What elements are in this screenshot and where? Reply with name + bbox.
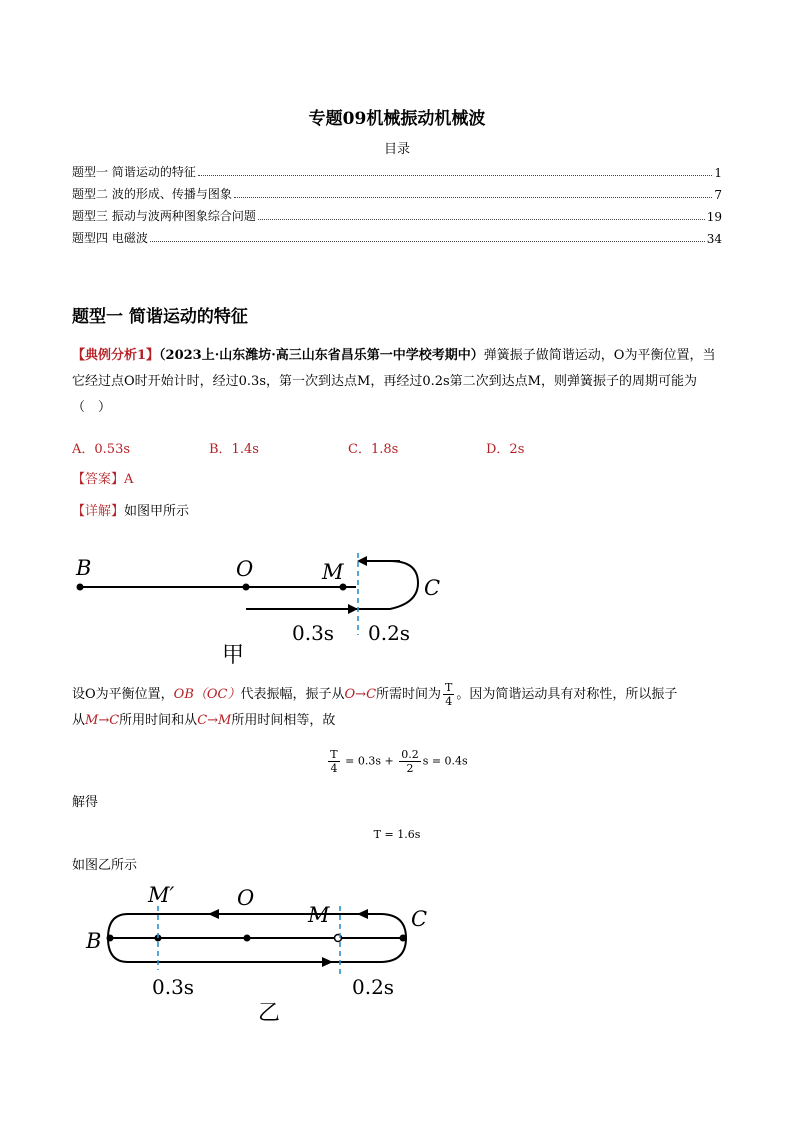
option-c[interactable]: C．1.8s [348,442,399,457]
figure2-intro: 如图乙所示 [72,858,138,873]
fraction: $\frac{T}{4}$ [330,748,338,775]
equation-2: T = 1.6s [373,828,421,841]
toc-item[interactable] [72,180,722,202]
toc-item-text: 简谐运动的特征 [111,165,196,179]
label-b: B [76,556,92,580]
toc-item-number: 题型一 [72,165,109,179]
time-label-2: 0.2s [352,975,395,999]
figure-caption: 甲 [222,643,245,668]
answer-label: 【答案】 [72,472,125,487]
arrow-left-icon [357,909,368,919]
point-o [243,584,250,591]
explain-text: 所需时间为 [376,687,442,702]
arrow-right-icon [322,957,333,967]
explain-text: 所用时间和从 [119,713,198,728]
detail-text: 如图甲所示 [124,504,190,519]
arrow-right-icon [348,604,358,614]
time-label-1: 0.3s [292,621,335,645]
explanation [72,681,727,734]
example-text: 弹簧振子做简谐运动，O为平衡位置，当它经过点O时开始计时，经过0.3s，第一次到达点M，再经过0.2s第二次到达点M，则弹簧振子的周期可能为（ ） [72,348,716,415]
answer-value: A [124,472,134,487]
toc-item-text: 波的形成、传播与图象 [111,187,232,201]
point-o [244,935,251,942]
label-m: M [322,560,344,584]
fig1-loop [356,561,418,609]
label-o: O [237,886,255,910]
page-title: 专题09机械振动机械波 [308,109,486,129]
point-c [400,935,407,942]
toc-item[interactable] [72,158,722,180]
explain-formula: O→C [344,687,377,702]
toc-heading: 目录 [383,142,410,157]
time-label-1: 0.3s [152,975,195,999]
arrow-left-icon [208,909,219,919]
option-a[interactable]: A．0.53s [72,442,131,457]
figure-jia [60,545,480,670]
label-c: C [424,576,441,600]
toc-item[interactable] [72,224,722,246]
toc-item-page: 1 [714,166,722,180]
solve-label: 解得 [72,795,99,810]
explain-text: 。因为简谐运动具有对称性，所以振子 [456,687,678,702]
toc-leader [234,197,713,198]
toc-item-page: 34 [706,232,722,246]
detail-label: 【详解】 [72,504,125,519]
label-m-prime: M′ [148,883,175,907]
label-b: B [86,929,102,953]
time-label-2: 0.2s [368,621,411,645]
example-tag: 【典例分析1】 [72,348,160,363]
detail-line [72,499,727,525]
explain-text: 所用时间相等，故 [231,713,336,728]
point-b [77,584,84,591]
explain-text: 从 [72,713,86,728]
toc-item-number: 题型四 [72,231,109,245]
figure-yi [80,880,440,1025]
explain-formula: M→C [85,713,120,728]
explain-formula: OB（OC） [173,687,241,702]
toc-leader [258,219,705,220]
toc-item-page: 19 [706,210,722,224]
equation-1: $\frac{T}{4}$ = 0.3s + $\frac{0.2}{2}$ s = 0.4s [330,748,468,775]
table-of-contents [72,158,722,246]
example-question [72,343,727,421]
explain-text: 代表振幅，振子从 [240,687,345,702]
toc-item-text: 电磁波 [111,231,148,245]
point-b [107,935,114,942]
example-source: （2023上·山东潍坊·高三山东省昌乐第一中学校考期中） [159,348,484,363]
section-heading: 题型一 简谐运动的特征 [72,307,248,327]
toc-item-page: 7 [714,188,722,202]
answer-line [72,467,727,493]
label-c: C [411,907,428,931]
fraction: $\frac{T}{4}$ [445,681,453,708]
explain-formula: C→M [197,713,232,728]
label-o: O [236,557,254,581]
toc-leader [198,175,713,176]
explain-text: 设O为平衡位置， [72,687,174,702]
toc-item-text: 振动与波两种图象综合问题 [111,209,256,223]
toc-item-number: 题型三 [72,209,109,223]
label-m: M [308,903,330,927]
option-b[interactable]: B．1.4s [209,442,259,457]
toc-leader [150,241,705,242]
option-d[interactable]: D．2s [486,442,525,457]
toc-item-number: 题型二 [72,187,109,201]
toc-item[interactable] [72,202,722,224]
point-m [340,584,347,591]
figure-caption: 乙 [258,1001,281,1025]
fraction: $\frac{0.2}{2}$ [401,748,419,775]
